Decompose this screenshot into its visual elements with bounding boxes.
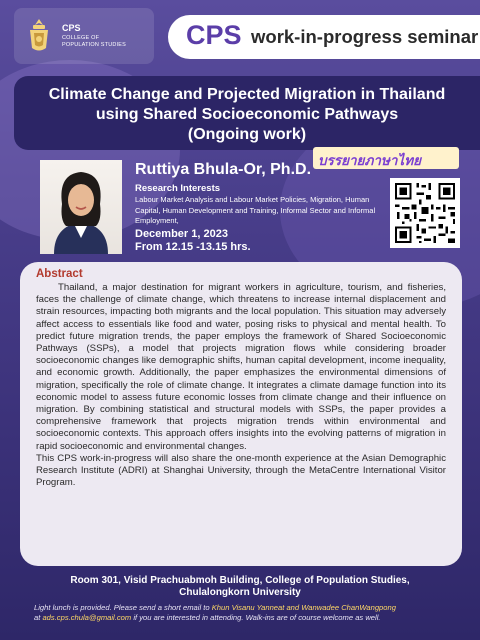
logo-line-1: COLLEGE OF [62, 35, 100, 41]
speaker-name: Ruttiya Bhula-Or, Ph.D. [135, 161, 312, 178]
title-line-1: Climate Change and Projected Migration in Thailand [48, 86, 446, 103]
language-badge-text: บรรยายภาษาไทย [318, 153, 422, 168]
person-icon [40, 160, 122, 254]
university-seal-icon [24, 18, 54, 54]
header-subtitle: work-in-progress seminar [251, 26, 479, 47]
title-line-2: using Shared Socioeconomic Pathways [95, 106, 399, 123]
title-line-3: (Ongoing work) [187, 126, 307, 143]
footnote-text-2: at [34, 613, 43, 622]
qr-code-icon[interactable] [390, 178, 460, 248]
abstract-paragraph-1: Thailand, a major destination for migrant workers in agriculture, tourism, and fisheries, faces the challenge of climate change, which threatens to increase internal displacement and strain resources, impacting both migrants and the local population. This situation may adversely affect access to essentials like food and water, posing risks to physical and mental health. To predict future migration trends, the paper employs the framework of Shared Socioeconomic Pathways (SSPs), a model that projects migration flows while considering broader socioeconomic changes like demographic shifts, human capital development, income inequality, and economic growth. Additionally, the paper emphasizes the environmental dimensions of migration, specifically the role of climate change. It integrates a climate damage function into its economic model to assess future economic losses from climate change and their influence on migration. By combining statistical and structural models with SSPs, the paper provides a comprehensive framework that projects migration trends within environmental and socioeconomic contexts. This approach offers insights into the evolving patterns of migration in rapid socioeconomic and environmental changes. [36, 282, 446, 452]
venue [0, 575, 480, 599]
footnote-text-3: if you are interested in attending. Walk-ins are of course welcome as well. [131, 613, 381, 622]
abstract-heading: Abstract [36, 268, 83, 280]
contact-email-link[interactable]: ads.cps.chula@gmail.com [42, 613, 132, 622]
venue-line-2: Chulalongkorn University [179, 587, 301, 598]
research-interests-text: Labour Market Analysis and Labour Market Policies, Migration, Human Capital, Human Development and Training, Informal Sector and Informal Employment, [135, 195, 376, 225]
research-interests-heading: Research Interests [135, 183, 221, 194]
contact-names: Khun Visanu Yanneat and Wanwadee ChanWangpong [211, 603, 396, 612]
speaker-photo [40, 160, 122, 254]
logo-name: CPS [62, 23, 81, 33]
header-cps: CPS [186, 20, 242, 50]
event-date: December 1, 2023 [135, 228, 228, 240]
footnote [34, 603, 454, 623]
event-time: From 12.15 -13.15 hrs. [135, 241, 251, 253]
abstract-body [36, 282, 446, 489]
venue-line-1: Room 301, Visid Prachuabmoh Building, College of Population Studies, [70, 575, 410, 586]
abstract-paragraph-2: This CPS work-in-progress will also share the one-month experience at the Asian Demographic Research Institute (ADRI) at Shanghai University, through the MetaCentre International Visitor Program. [36, 452, 446, 489]
logo-line-2: POPULATION STUDIES [62, 42, 127, 48]
footnote-text-1: Light lunch is provided. Please send a short email to [34, 603, 212, 612]
